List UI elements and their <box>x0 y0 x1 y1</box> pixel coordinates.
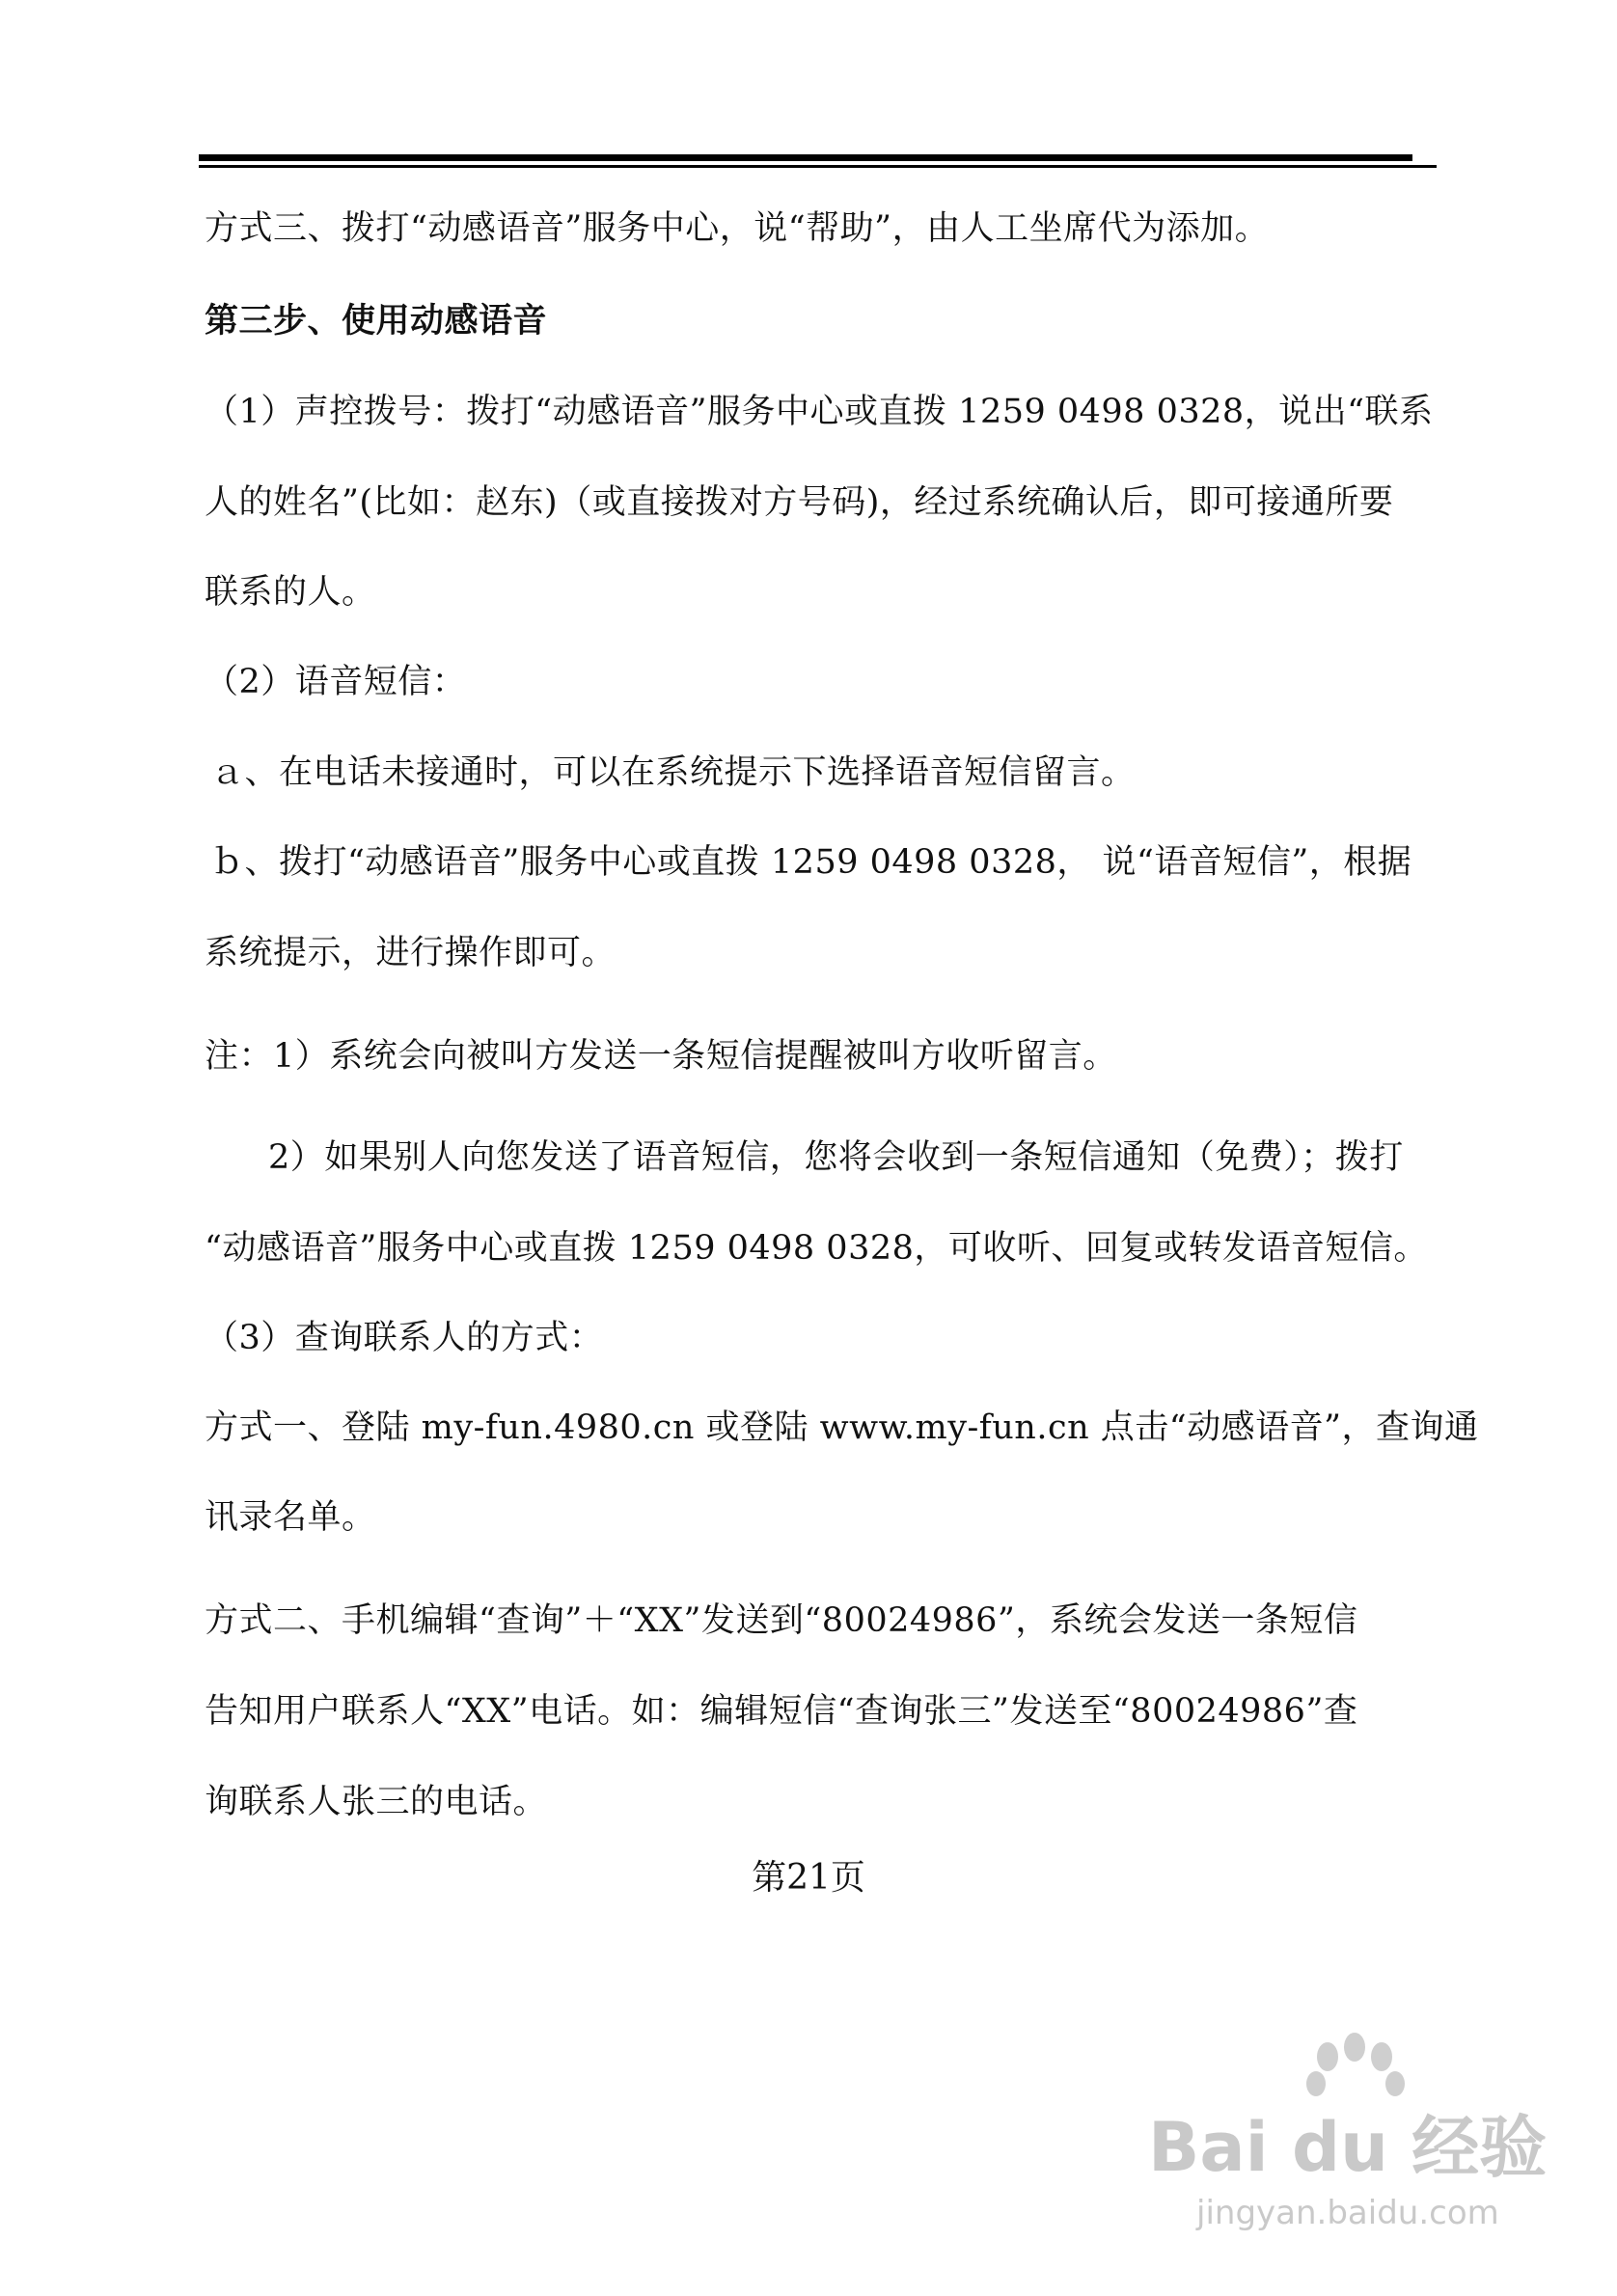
header-rule-thick <box>199 154 1412 161</box>
note-line: “动感语音”服务中心或直拨 1259 0498 0328，可收听、回复或转发语音短信。 <box>205 1229 1428 1268</box>
text-line: （3）查询联系人的方式： <box>205 1319 604 1357</box>
text-line: 告知用户联系人“XX”电话。如：编辑短信“查询张三”发送至“80024986”查 <box>205 1692 1358 1731</box>
text-line: 方式一、登陆 my-fun.4980.cn 或登陆 www.my-fun.cn 点击“动感语音”，查询通 <box>205 1408 1479 1447</box>
text-line: （2）语音短信： <box>205 663 467 701</box>
text-line: 方式二、手机编辑“查询”＋“XX”发送到“80024986”，系统会发送一条短信 <box>205 1601 1358 1640</box>
text-line: 方式三、拨打“动感语音”服务中心，说“帮助”，由人工坐席代为添加。 <box>205 209 1270 248</box>
text-line: 人的姓名”(比如：赵东)（或直接拨对方号码)，经过系统确认后，即可接通所要 <box>205 483 1394 522</box>
text-line: 询联系人张三的电话。 <box>205 1783 548 1821</box>
note-line: 注：1）系统会向被叫方发送一条短信提醒被叫方收听留言。 <box>205 1037 1117 1076</box>
watermark-url: jingyan.baidu.com <box>1196 2194 1499 2232</box>
note-line: 2）如果别人向您发送了语音短信，您将会收到一条短信通知（免费）；拨打 <box>268 1138 1404 1177</box>
section-heading: 第三步、使用动感语音 <box>205 301 548 341</box>
baidu-jingyan-watermark <box>1138 2026 1548 2248</box>
paw-logo-icon <box>1306 2033 1405 2096</box>
text-line: ｂ、拨打“动感语音”服务中心或直拨 1259 0498 0328， 说“语音短信”，根据 <box>210 843 1412 882</box>
text-line: （1）声控拨号：拨打“动感语音”服务中心或直拨 1259 0498 0328，说出“联系 <box>205 393 1434 431</box>
watermark-brand: Bai du 经验 <box>1148 2108 1548 2187</box>
text-line: 联系的人。 <box>205 573 376 612</box>
page-number: 第21页 <box>752 1858 865 1898</box>
text-line: 讯录名单。 <box>205 1498 376 1537</box>
text-line: 系统提示，进行操作即可。 <box>205 934 617 972</box>
header-rule-thin <box>199 165 1437 168</box>
text-line: ａ、在电话未接通时，可以在系统提示下选择语音短信留言。 <box>210 753 1136 792</box>
